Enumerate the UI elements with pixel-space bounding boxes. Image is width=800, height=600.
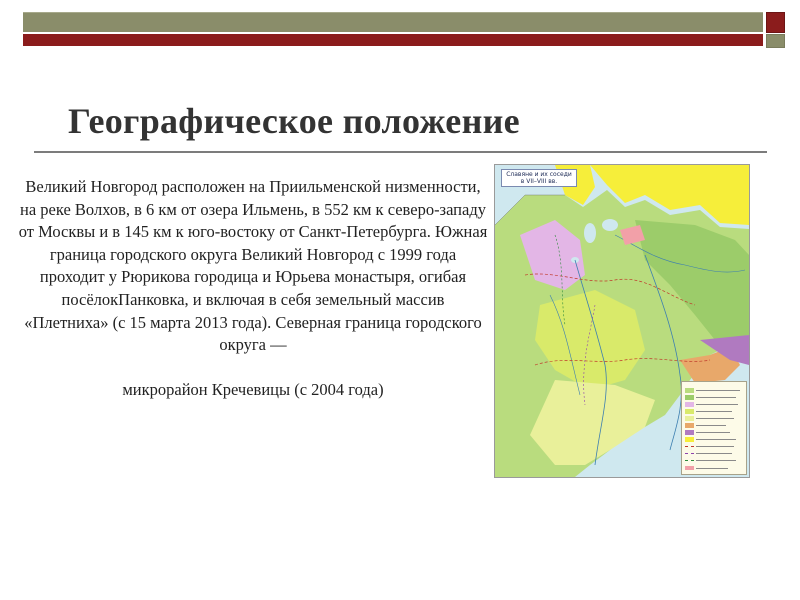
- slide-body: [18, 176, 488, 401]
- header-olive-strip: [23, 12, 763, 32]
- header-corner-square-olive: [766, 34, 785, 48]
- body-paragraph-end: микрорайон Кречевицы (с 2004 года): [122, 379, 384, 399]
- map-legend: [681, 381, 747, 475]
- header-bar: [23, 12, 763, 46]
- header-corner-square-red: [766, 12, 785, 33]
- map-title-label: Славяне и их соседи в VII–VIII вв.: [501, 169, 577, 187]
- header-red-strip: [23, 34, 763, 46]
- body-paragraph-main: Великий Новгород расположен на Приильменской низменности, на реке Волхов, в 6 км от озера Ильмень, в 552 км к северо-западу от Москвы и в 145 км к юго-востоку от Санкт-Петербурга. Южная граница городского округа Великий Новгород с 1999 года проходит у Рюрикова городица и Юрьева монастыря, огибая посёлокПанковка, и включая в себя земельный массив «Плетниха» (с 15 марта 2013 года). Северная граница городского округа —: [18, 177, 488, 355]
- slide-title: Географическое положение: [68, 101, 520, 141]
- historical-map-image: [494, 164, 750, 478]
- title-divider: [34, 151, 767, 153]
